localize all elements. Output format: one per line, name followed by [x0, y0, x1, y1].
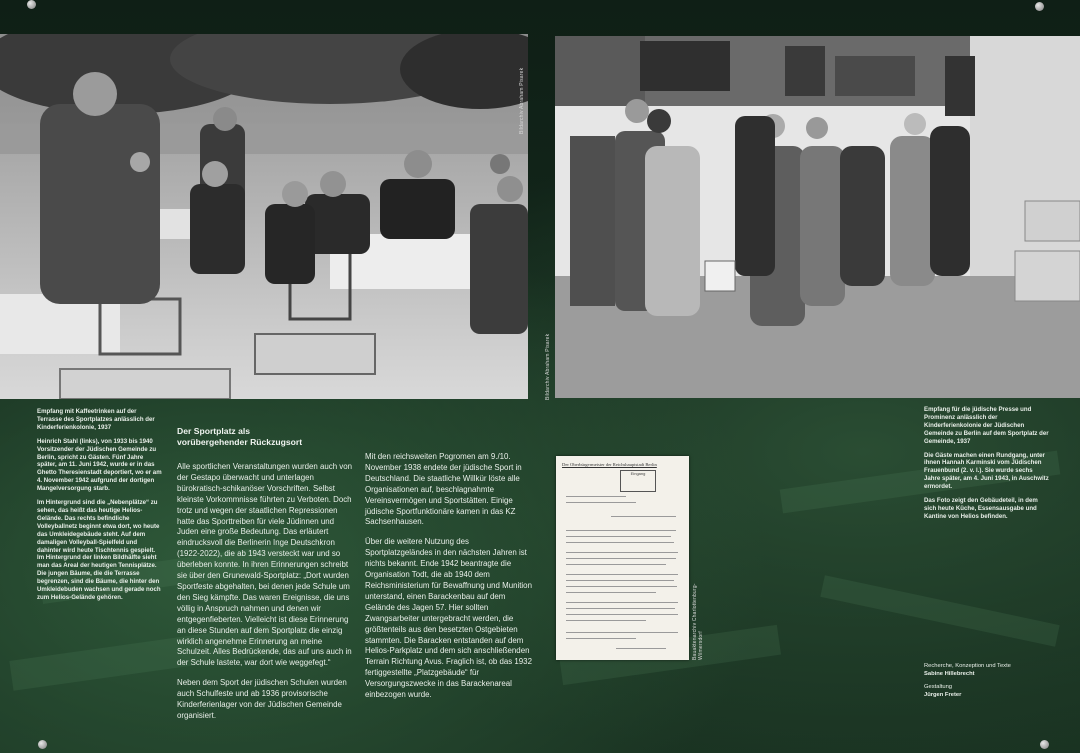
article-paragraph: Neben dem Sport der jüdischen Schulen wurden auch Schulfeste und ab 1936 provisorische Kinderferienlager von der Jüdischen Gemeinde organisiert.	[177, 678, 347, 720]
document-line	[566, 592, 656, 593]
document-stamp: Eingang	[620, 470, 656, 492]
document-line	[611, 516, 676, 517]
photo-credit: Bildarchiv Abraham Pisarek	[519, 67, 525, 134]
caption-paragraph: Die Gäste machen einen Rundgang, unter ihnen Hannah Karminski vom Jüdischen Frauenbund (2. v. l.). Sie wurde sechs Jahre später, am 4. Juni 1943, in Auschwitz ermordet.	[924, 451, 1049, 491]
document-line	[566, 552, 678, 553]
document-line	[616, 648, 666, 649]
document-line	[566, 530, 676, 531]
screw-icon	[1040, 740, 1049, 749]
caption-title: Empfang mit Kaffeetrinken auf der Terrasse des Sportplatzes anlässlich der Kinderferienkolonie, 1937	[37, 408, 155, 431]
document-line	[566, 632, 678, 633]
panel-credits	[924, 663, 1054, 699]
caption-title: Empfang für die jüdische Presse und Prominenz anlässlich der Kinderferienkolonie der Jüdischen Gemeinde zu Berlin auf dem Sportplatz der Gemeinde, 1937	[924, 406, 1049, 445]
photo-credit: Bildarchiv Abraham Pisarek	[545, 333, 551, 400]
document-line	[566, 638, 636, 639]
document-line	[566, 602, 678, 603]
article-col-2	[365, 452, 535, 710]
document-line	[566, 574, 678, 575]
photo-tour-image	[555, 36, 1080, 398]
archive-document	[556, 456, 689, 660]
document-line	[566, 620, 646, 621]
document-header: Der Oberbürgermeister der Reichshauptstadt Berlin	[562, 462, 657, 467]
caption-paragraph: Das Foto zeigt den Gebäudeteil, in dem sich heute Küche, Essensausgabe und Kantine von Helios befinden.	[924, 497, 1038, 520]
screw-icon	[38, 740, 47, 749]
caption-paragraph: Im Hintergrund sind die „Nebenplätze“ zu sehen, das heißt das heutige Helios-Gelände. Das rechts befindliche Volleyballnetz beginnt etwa dort, wo heute das Umkleidegebäude steht. Auf dem damaligen Volleyball-Spielfeld und dahinter wird heute Tischtennis gespielt. Im Hintergrund der linken Bildhälfte sieht man das Areal der heutigen Tennisplätze. Die jungen Bäume, die die Terrasse begrenzen, sind die Bäume, die hinter den Umkleidebuden wachsen und gerade noch zum Helios-Gelände gehören.	[37, 499, 161, 601]
document-line	[566, 536, 671, 537]
document-line	[566, 586, 677, 587]
article-title-line: Der Sportplatz als	[177, 426, 251, 436]
credits-design-name: Jürgen Freter	[924, 691, 962, 698]
document-line	[566, 502, 636, 503]
article-paragraph: Alle sportlichen Veranstaltungen wurden auch von der Gestapo überwacht und unterlagen bürokratisch-schikanöser Vorschriften. Selbst kleinste Vorkommnisse führten zu Verboten. Doch trotz und wegen der staatlichen Repressionen hatte das Sporttreiben für viele Jüdinnen und Juden eine große Bedeutung. Das erläutert eindrucksvoll die Berlinerin Inge Deutschkron (1922-2022), die ab 1943 versteckt war und so überleben konnte. In ihren Erinnerungen schreibt sie über den Grunewald-Sportplatz: „Dort wurden Sportfeste abgehalten, bei denen jede Schule um den Sieg kämpfte. Das waren Ereignisse, die uns völlig in Anspruch nahmen und denen wir entgegenfieberten. Vielleicht ist diese Erinnerung an diese Stunden auf dem Sportplatz die einzig wirklich angenehme Erinnerung an meine Schulzeit. Alles Bedrückende, das auf uns auch in der Schule lastete, war dort wie weggefegt.“	[177, 462, 353, 668]
left-caption	[37, 408, 162, 608]
document-line	[566, 608, 675, 609]
photo-tour	[555, 36, 1080, 398]
document-line	[566, 542, 674, 543]
document-line	[566, 580, 674, 581]
article-paragraph: Mit den reichsweiten Pogromen am 9./10. November 1938 endete der jüdische Sport in Deutschland. Die staatliche Willkür löste alle Organisationen auf, beschlagnahmte Vereinsvermögen und Sportstätten. Einige jüdische Sportfunktionäre kamen in das KZ Sachsenhausen.	[365, 452, 522, 527]
document-line	[566, 614, 678, 615]
right-caption	[924, 406, 1049, 527]
screw-icon	[1035, 2, 1044, 11]
bg-decor	[820, 575, 1059, 646]
credits-research-name: Sabine Hillebrecht	[924, 670, 975, 677]
document-line	[566, 558, 676, 559]
photo-coffee-terrace-image	[0, 34, 528, 399]
screw-icon	[27, 0, 36, 9]
caption-paragraph: Heinrich Stahl (links), von 1933 bis 1940 Vorsitzender der Jüdischen Gemeinde zu Berlin, spricht zu Gästen. Fünf Jahre später, am 11. Juni 1942, wurde er in das Ghetto Theresienstadt deportiert, wo er am 4. November 1942 aufgrund der dortigen Mangelversorgung starb.	[37, 437, 162, 493]
article-title	[177, 426, 357, 448]
photo-coffee-terrace	[0, 34, 528, 399]
credits-research-label: Recherche, Konzeption und Texte	[924, 663, 1011, 669]
document-line	[566, 564, 666, 565]
article-title-line: vorübergehender Rückzugsort	[177, 437, 303, 447]
article-col-1	[177, 426, 357, 731]
credits-design-label: Gestaltung	[924, 684, 953, 691]
document-credit: Bauaktenarchiv Charlottenburg-Wilmersdorf	[692, 583, 704, 660]
document-line	[566, 496, 626, 497]
article-paragraph: Über die weitere Nutzung des Sportplatzgeländes in den nächsten Jahren ist nichts bekannt. Ende 1942 beantragte die Organisation Todt, die ab 1940 dem Reichsministerium für Bewaffnung und Munition unterstand, einen Barackenbau auf dem Gelände des Jagen 57. Hier sollten Zwangsarbeiter untergebracht werden, die größtenteils aus den besetzten Ostgebieten stammten. Die Baracken entstanden auf dem Helios-Parkplatz und dem sich anschließenden Terrain Richtung Avus. Fraglich ist, ob das 1932 fertiggestellte „Platzgebäude“ für Versorgungszwecke in das Barackenareal einbezogen wurde.	[365, 537, 532, 700]
